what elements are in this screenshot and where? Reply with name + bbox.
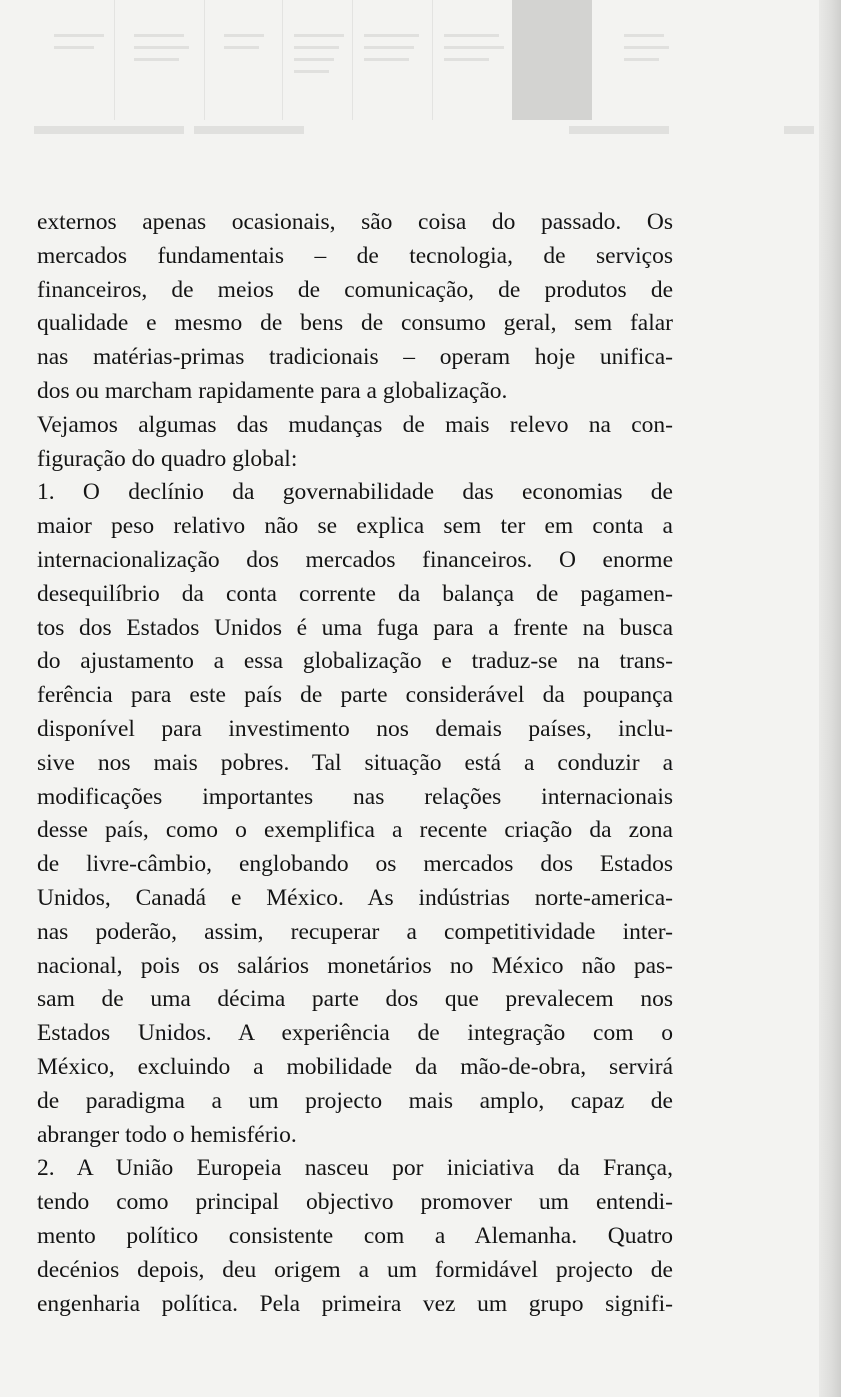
text-line: financeiros, de meios de comunicação, de produtos de [37,276,673,303]
text-line: mento político consistente com a Alemanha. Quatro [37,1222,673,1249]
text-line: abranger todo o hemisfério. [37,1121,297,1148]
text-line: Estados Unidos. A experiência de integração com o [37,1020,673,1047]
text-line: de livre-câmbio, englobando os mercados dos Estados [37,851,673,878]
text-line: Vejamos algumas das mudanças de mais relevo na con- [37,411,673,438]
text-line: do ajustamento a essa globalização e traduz-se na trans- [37,648,673,675]
text-line: externos apenas ocasionais, são coisa do passado. Os [37,209,673,235]
text-line: mercados fundamentais – de tecnologia, de serviços [37,242,673,269]
bleed-through-header-table [34,0,674,120]
text-line: engenharia política. Pela primeira vez um grupo signifi- [37,1290,673,1317]
text-line: tos dos Estados Unidos é uma fuga para a frente na busca [37,614,673,641]
text-line: dos ou marcham rapidamente para a globalização. [37,377,508,404]
text-line: desse país, como o exemplifica a recente criação da zona [37,817,673,844]
text-line: disponível para investimento nos demais países, inclu- [37,715,673,742]
text-line: nas poderão, assim, recuperar a competitividade inter- [37,918,673,945]
text-line: qualidade e mesmo de bens de consumo geral, sem falar [37,310,673,337]
text-line: nacional, pois os salários monetários no México não pas- [37,952,673,979]
text-line: figuração do quadro global: [37,445,298,472]
bleed-through-running-header [34,122,814,140]
text-line: México, excluindo a mobilidade da mão-de-obra, servirá [37,1053,673,1080]
text-line: de paradigma a um projecto mais amplo, capaz de [37,1087,673,1114]
text-line: 2. A União Europeia nasceu por iniciativa da França, [37,1155,673,1182]
text-line: ferência para este país de parte considerável da poupança [37,682,673,709]
text-line: desequilíbrio da conta corrente da balança de pagamen- [37,580,673,607]
text-line: sive nos mais pobres. Tal situação está a conduzir a [37,749,673,776]
text-line: Unidos, Canadá e México. As indústrias norte-america- [37,884,673,911]
text-line: decénios depois, deu origem a um formidável projecto de [37,1256,673,1283]
body-text [37,206,673,1321]
text-line: sam de uma décima parte dos que prevalecem nos [37,986,673,1013]
text-line: internacionalização dos mercados financeiros. O enorme [37,546,673,573]
text-line: nas matérias-primas tradicionais – operam hoje unifica- [37,344,673,371]
text-line: maior peso relativo não se explica sem ter em conta a [37,513,673,540]
text-line: tendo como principal objectivo promover um entendi- [37,1189,673,1216]
page-edge-shadow [819,0,841,1397]
text-line: modificações importantes nas relações internacionais [37,783,673,810]
text-line: 1. O declínio da governabilidade das economias de [37,479,673,506]
